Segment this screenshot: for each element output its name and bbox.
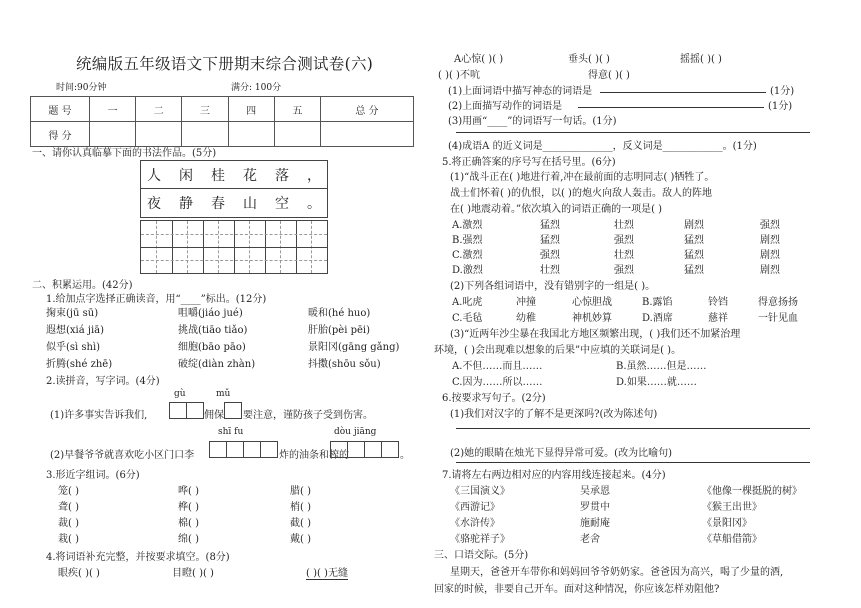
q5-option[interactable]: B.强烈 bbox=[452, 235, 483, 246]
q1-item[interactable]: 景阳冈(gāng gǎng) bbox=[308, 342, 400, 353]
q7-item[interactable]: 《三国演义》 bbox=[450, 486, 510, 497]
calli-char: 山 bbox=[243, 196, 257, 212]
score-cell[interactable] bbox=[320, 122, 413, 147]
q4-item[interactable]: 目瞪( )( ) bbox=[172, 568, 214, 579]
q5-option: 猛烈 bbox=[684, 265, 704, 276]
q5-option[interactable]: A.不但……而且…… bbox=[452, 361, 543, 372]
q1-item[interactable]: 遐想(xiá jiā) bbox=[46, 325, 105, 336]
score-header: 题 号 bbox=[31, 97, 90, 122]
full-score: 满分: 100分 bbox=[231, 83, 282, 93]
q3-item[interactable]: 裁( ) bbox=[58, 518, 79, 529]
q5-option[interactable]: D.酒席 bbox=[642, 313, 673, 324]
answer-boxes[interactable] bbox=[169, 402, 204, 419]
q5-option: 慈祥 bbox=[708, 313, 728, 324]
q7-item[interactable]: 《骆驼祥子》 bbox=[450, 534, 510, 545]
section-3-text: 星期天，爸爸开车带你和妈妈回爷爷奶奶家。爸爸因为高兴，喝了少量的酒, bbox=[450, 567, 784, 578]
q1-item[interactable]: 似乎(sì shì) bbox=[46, 342, 101, 353]
q4-item[interactable]: ( )( )无缝 bbox=[306, 564, 348, 580]
q6-text: (2)她的眼睛在烛光下显得异常可爱。(改为比喻句) bbox=[450, 448, 672, 459]
q5-option: 剧烈 bbox=[684, 220, 704, 231]
calli-char: ， bbox=[307, 168, 321, 184]
answer-boxes[interactable] bbox=[330, 441, 399, 458]
q7-item[interactable]: 施耐庵 bbox=[580, 518, 610, 529]
score-cell[interactable] bbox=[136, 122, 182, 147]
q5-text: (2)下列各组词语中，没有错别字的一组是( )。 bbox=[450, 281, 656, 292]
q5-prompt: 5.将正确答案的序号写在括号里。(6分) bbox=[442, 157, 616, 168]
q6-prompt: 6.按要求写句子。(2分) bbox=[442, 393, 546, 404]
q1-item[interactable]: 肝胎(pèi pēi) bbox=[308, 325, 371, 336]
answer-line[interactable] bbox=[456, 132, 810, 133]
q6-text: (1)我们对汉字的了解不是更深吗?(改为陈述句) bbox=[450, 409, 658, 420]
q7-item[interactable]: 《西游记》 bbox=[450, 502, 500, 513]
q4-item[interactable]: 垂头( )( ) bbox=[568, 54, 610, 65]
score-table bbox=[30, 96, 414, 147]
q5-option: 剧烈 bbox=[760, 265, 780, 276]
pinyin: gù bbox=[174, 389, 186, 399]
q5-option[interactable]: C.因为……所以…… bbox=[452, 377, 543, 388]
q4-sub2: (2)上面描写动作的词语是 bbox=[448, 101, 563, 112]
score-cell[interactable] bbox=[90, 122, 136, 147]
practice-grid[interactable] bbox=[140, 220, 328, 274]
q1-item[interactable]: 细胞(bāo pāo) bbox=[178, 342, 246, 353]
q5-option[interactable]: A.激烈 bbox=[452, 220, 483, 231]
q5-text: 战士们怀着( )的仇恨，以( )的炮火向敌人轰击。敌人的阵地 bbox=[450, 188, 712, 199]
q4-item[interactable]: 眼疾( )( ) bbox=[58, 568, 100, 579]
q7-item[interactable]: 《草船借箭》 bbox=[702, 534, 762, 545]
answer-line[interactable] bbox=[456, 428, 810, 429]
score-label: 得 分 bbox=[31, 122, 90, 147]
q2-prompt: 2.读拼音，写字词。(4分) bbox=[46, 376, 160, 387]
calli-char: 桂 bbox=[211, 168, 225, 184]
q7-item[interactable]: 《猴王出世》 bbox=[702, 502, 762, 513]
q7-item[interactable]: 《水浒传》 bbox=[450, 518, 500, 529]
q4-item[interactable]: 得意( )( ) bbox=[588, 70, 630, 81]
q3-item[interactable]: 戴( ) bbox=[290, 534, 311, 545]
calli-char: 花 bbox=[243, 168, 257, 184]
section-1-heading: 一、请你认真临摹下面的书法作品。(5分) bbox=[32, 148, 217, 159]
q5-option: 壮烈 bbox=[614, 220, 634, 231]
q7-item[interactable]: 《他像一棵挺脱的树》 bbox=[702, 486, 802, 497]
answer-boxes[interactable] bbox=[224, 402, 242, 419]
answer-line[interactable] bbox=[456, 462, 810, 463]
score-cell[interactable] bbox=[274, 122, 320, 147]
q5-option: 冲撞 bbox=[516, 297, 536, 308]
q2-sentence: (2)早餐爷爷就喜欢吃小区门口李 bbox=[50, 450, 195, 461]
score-header: 五 bbox=[274, 97, 320, 122]
calli-char: 空 bbox=[275, 196, 289, 212]
q2-sentence: 炸的油条和榨的 bbox=[279, 450, 349, 461]
q5-text: 在( )地震动着。”依次填入的词语正确的一项是( ) bbox=[450, 204, 663, 215]
q5-option[interactable]: B.露馅 bbox=[642, 297, 673, 308]
calli-char: 落 bbox=[275, 168, 289, 184]
q5-option: 强烈 bbox=[540, 250, 560, 261]
calli-char: 人 bbox=[147, 168, 161, 184]
q1-item[interactable]: 掬束(jū sū) bbox=[46, 308, 99, 319]
section-3-text: 回家的时候，非要自己开车。面对这种情况，你应该怎样劝阻他? bbox=[434, 584, 720, 595]
answer-boxes[interactable] bbox=[209, 441, 278, 458]
q5-option: 猛烈 bbox=[684, 250, 704, 261]
q4-prompt: 4.将词语补充完整，并按要求填空。(8分) bbox=[46, 552, 230, 563]
q5-option: 猛烈 bbox=[540, 235, 560, 246]
q2-sentence: 佣保 bbox=[204, 410, 224, 421]
calli-char: 。 bbox=[307, 196, 321, 212]
q3-item[interactable]: 哗( ) bbox=[178, 486, 199, 497]
q2-sentence: 。 bbox=[400, 450, 410, 461]
q5-option: 猛烈 bbox=[684, 235, 704, 246]
q5-option: 剧烈 bbox=[760, 250, 780, 261]
q5-option[interactable]: C.毛毡 bbox=[452, 313, 483, 324]
q5-option: 猛烈 bbox=[540, 220, 560, 231]
q4-item[interactable]: 摇摇( )( ) bbox=[680, 54, 722, 65]
score-header: 一 bbox=[90, 97, 136, 122]
q3-item[interactable]: 聋( ) bbox=[58, 502, 79, 513]
q5-option: 强烈 bbox=[760, 220, 780, 231]
q3-item[interactable]: 笼( ) bbox=[58, 486, 79, 497]
calli-char: 夜 bbox=[147, 196, 161, 212]
q4-sub4: (4)成语A 的近义词是______________，反义词是____________。(1分) bbox=[448, 141, 757, 152]
q4-sub1: (1)上面词语中描写神态的词语是 bbox=[448, 86, 593, 97]
q7-item[interactable]: 老舍 bbox=[580, 534, 600, 545]
q7-item[interactable]: 罗贯中 bbox=[580, 502, 610, 513]
q5-option[interactable]: D.激烈 bbox=[452, 265, 483, 276]
q3-item[interactable]: 桦( ) bbox=[178, 502, 199, 513]
q1-prompt: 1.给加点字选择正确读音，用“____”标出。(12分) bbox=[46, 294, 267, 305]
q5-option: 心惊胆战 bbox=[572, 297, 612, 308]
q3-item[interactable]: 棉( ) bbox=[178, 518, 199, 529]
q5-option: 壮烈 bbox=[540, 265, 560, 276]
q3-item[interactable]: 截( ) bbox=[290, 518, 311, 529]
q5-option: 一针见血 bbox=[758, 313, 798, 324]
q5-option: 强烈 bbox=[614, 265, 634, 276]
answer-line[interactable] bbox=[578, 107, 764, 108]
q5-text: (1)“战斗正在( )地进行着,冲在最前面的志明同志( )牺牲了。 bbox=[450, 172, 715, 183]
score-cell[interactable] bbox=[228, 122, 274, 147]
q5-option: 神机妙算 bbox=[572, 313, 612, 324]
q5-option: 强烈 bbox=[614, 235, 634, 246]
q3-item[interactable]: 栽( ) bbox=[58, 534, 79, 545]
answer-line[interactable] bbox=[600, 92, 766, 93]
q5-option[interactable]: C.激烈 bbox=[452, 250, 483, 261]
q7-item[interactable]: 《景阳冈》 bbox=[702, 518, 752, 529]
q7-prompt: 7.请将左右两边相对应的内容用线连接起来。(4分) bbox=[442, 470, 666, 481]
page-title: 统编版五年级语文下册期末综合测试卷(六) bbox=[76, 55, 374, 73]
q7-item[interactable]: 吴承恩 bbox=[580, 486, 610, 497]
q5-option[interactable]: D.如果……就…… bbox=[616, 377, 697, 388]
score-header: 三 bbox=[182, 97, 228, 122]
q4-item[interactable]: ( )( )不吭 bbox=[438, 70, 480, 81]
q5-text: 环境，( )会出现难以想象的后果”中应填的关联词是( )。 bbox=[434, 345, 682, 356]
q3-item[interactable]: 梢( ) bbox=[290, 502, 311, 513]
calli-char: 闲 bbox=[179, 168, 193, 184]
score-header: 四 bbox=[228, 97, 274, 122]
q3-item[interactable]: 腊( ) bbox=[290, 486, 311, 497]
q5-option: 得意扬扬 bbox=[758, 297, 798, 308]
score-cell[interactable] bbox=[182, 122, 228, 147]
q4-sub3: (3)用画“____”的词语写一句话。(1分) bbox=[448, 116, 617, 127]
pinyin: dòu jiāng bbox=[334, 427, 377, 437]
pinyin: shī fu bbox=[218, 427, 244, 437]
q2-sentence: 要注意，谨防孩子受到伤害。 bbox=[243, 410, 373, 421]
q5-option[interactable]: B.虽然……但是…… bbox=[616, 361, 707, 372]
q5-option: 铃铛 bbox=[708, 297, 728, 308]
q3-prompt: 3.形近字组词。(6分) bbox=[46, 470, 140, 481]
q1-item[interactable]: 挑战(tiāo tiǎo) bbox=[178, 325, 248, 336]
score-header: 二 bbox=[136, 97, 182, 122]
q2-sentence: (1)许多事实告诉我们, bbox=[50, 410, 148, 421]
q1-item[interactable]: 暖和(hé huo) bbox=[308, 308, 371, 319]
q4-sub1-score: (1分) bbox=[770, 86, 795, 97]
section-3-heading: 三、口语交际。(5分) bbox=[434, 550, 529, 561]
q5-option: 壮烈 bbox=[614, 250, 634, 261]
q3-item[interactable]: 绵( ) bbox=[178, 534, 199, 545]
exam-time: 时间:90分钟 bbox=[56, 83, 107, 93]
q5-option[interactable]: A.叱虎 bbox=[452, 297, 483, 308]
q5-text: (3)“近两年沙尘暴在我国北方地区频繁出现，( )我们还不加紧治理 bbox=[450, 329, 741, 340]
score-header: 总 分 bbox=[320, 97, 413, 122]
q1-item[interactable]: 折腾(shé zhē) bbox=[46, 359, 113, 370]
q4-item[interactable]: A心惊( )( ) bbox=[454, 54, 504, 65]
calligraphy-model bbox=[140, 160, 328, 218]
section-2-heading: 二、积累运用。(42分) bbox=[32, 280, 133, 291]
calli-char: 春 bbox=[211, 196, 225, 212]
q1-item[interactable]: 破绽(diàn zhàn) bbox=[178, 359, 256, 370]
q5-option: 幼稚 bbox=[516, 313, 536, 324]
q1-item[interactable]: 咀嚼(jiáo jué) bbox=[178, 308, 243, 319]
pinyin: mǔ bbox=[216, 389, 231, 399]
q5-option: 剧烈 bbox=[760, 235, 780, 246]
calli-char: 静 bbox=[179, 196, 193, 212]
q4-sub2-score: (1分) bbox=[768, 101, 793, 112]
q1-item[interactable]: 抖擞(shōu sǒu) bbox=[308, 359, 381, 370]
